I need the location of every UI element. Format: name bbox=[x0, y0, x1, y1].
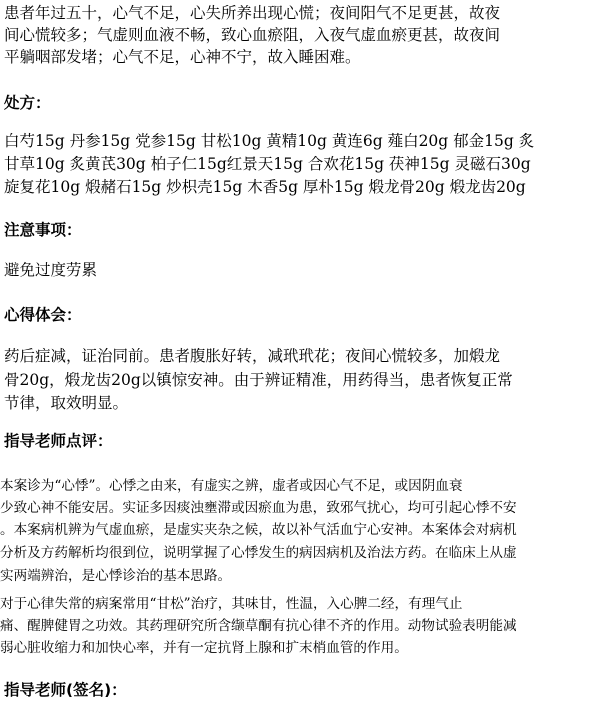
review-line-5: 实两端辨治，是心悸诊治的基本思路。 bbox=[0, 568, 232, 584]
intro-line-2: 间心慌较多；气虚则血液不畅，致心血瘀阻，入夜气虚血瘀更甚，故夜间 bbox=[4, 26, 501, 44]
review-line-4: 分析及方药解析均很到位，说明掌握了心悸发生的病因病机及治法方药。在临床上从虚 bbox=[0, 545, 517, 561]
notes-text: 避免过度劳累 bbox=[4, 261, 98, 279]
review-line-3: 。本案病机辨为气虚血瘀，是虚实夹杂之候，故以补气活血宁心安神。本案体会对病机 bbox=[0, 522, 517, 538]
prescription-line-3: 旋复花10g 煅赭石15g 炒枳壳15g 木香5g 厚朴15g 煅龙骨20g 煅龙齿20g bbox=[4, 178, 526, 196]
experience-line-1: 药后症减，证治同前。患者腹胀好转，减玳玳花；夜间心慌较多，加煅龙 bbox=[4, 347, 501, 365]
signature-heading: 指导老师(签名)： bbox=[4, 681, 127, 699]
notes-heading: 注意事项： bbox=[4, 221, 82, 239]
prescription-line-2: 甘草10g 炙黄芪30g 柏子仁15g红景天15g 合欢花15g 茯神15g 灵磁石30g bbox=[4, 155, 531, 173]
review-line-8: 弱心脏收缩力和加快心率，并有一定抗肾上腺和扩末梢血管的作用。 bbox=[0, 640, 408, 656]
intro-line-1: 患者年过五十，心气不足，心失所养出现心慌；夜间阳气不足更甚，故夜 bbox=[4, 4, 501, 22]
prescription-line-1: 白芍15g 丹参15g 党参15g 甘松10g 黄精10g 黄连6g 薤白20g 郁金15g 炙 bbox=[4, 132, 535, 150]
review-line-6: 对于心律失常的病案常用“甘松”治疗，其味甘，性温，入心脾二经，有理气止 bbox=[0, 596, 463, 612]
experience-line-2: 骨20g，煅龙齿20g以镇惊安神。由于辨证精准，用药得当，患者恢复正常 bbox=[4, 371, 513, 389]
intro-line-3: 平躺咽部发堵；心气不足，心神不宁，故入睡困难。 bbox=[4, 48, 361, 66]
teacher-review-heading: 指导老师点评： bbox=[4, 432, 113, 450]
review-line-1: 本案诊为“心悸”。心悸之由来，有虚实之辨，虚者或因心气不足，或因阴血衰 bbox=[0, 478, 463, 494]
review-line-2: 少致心神不能安居。实证多因痰浊壅滞或因瘀血为患，致邪气扰心，均可引起心悸不安 bbox=[0, 500, 517, 516]
experience-line-3: 节律，取效明显。 bbox=[4, 394, 129, 412]
experience-heading: 心得体会： bbox=[4, 306, 82, 324]
review-line-7: 痛、醒脾健胃之功效。其药理研究所含缬草酮有抗心律不齐的作用。动物试验表明能减 bbox=[0, 618, 517, 634]
prescription-heading: 处方： bbox=[4, 94, 51, 112]
